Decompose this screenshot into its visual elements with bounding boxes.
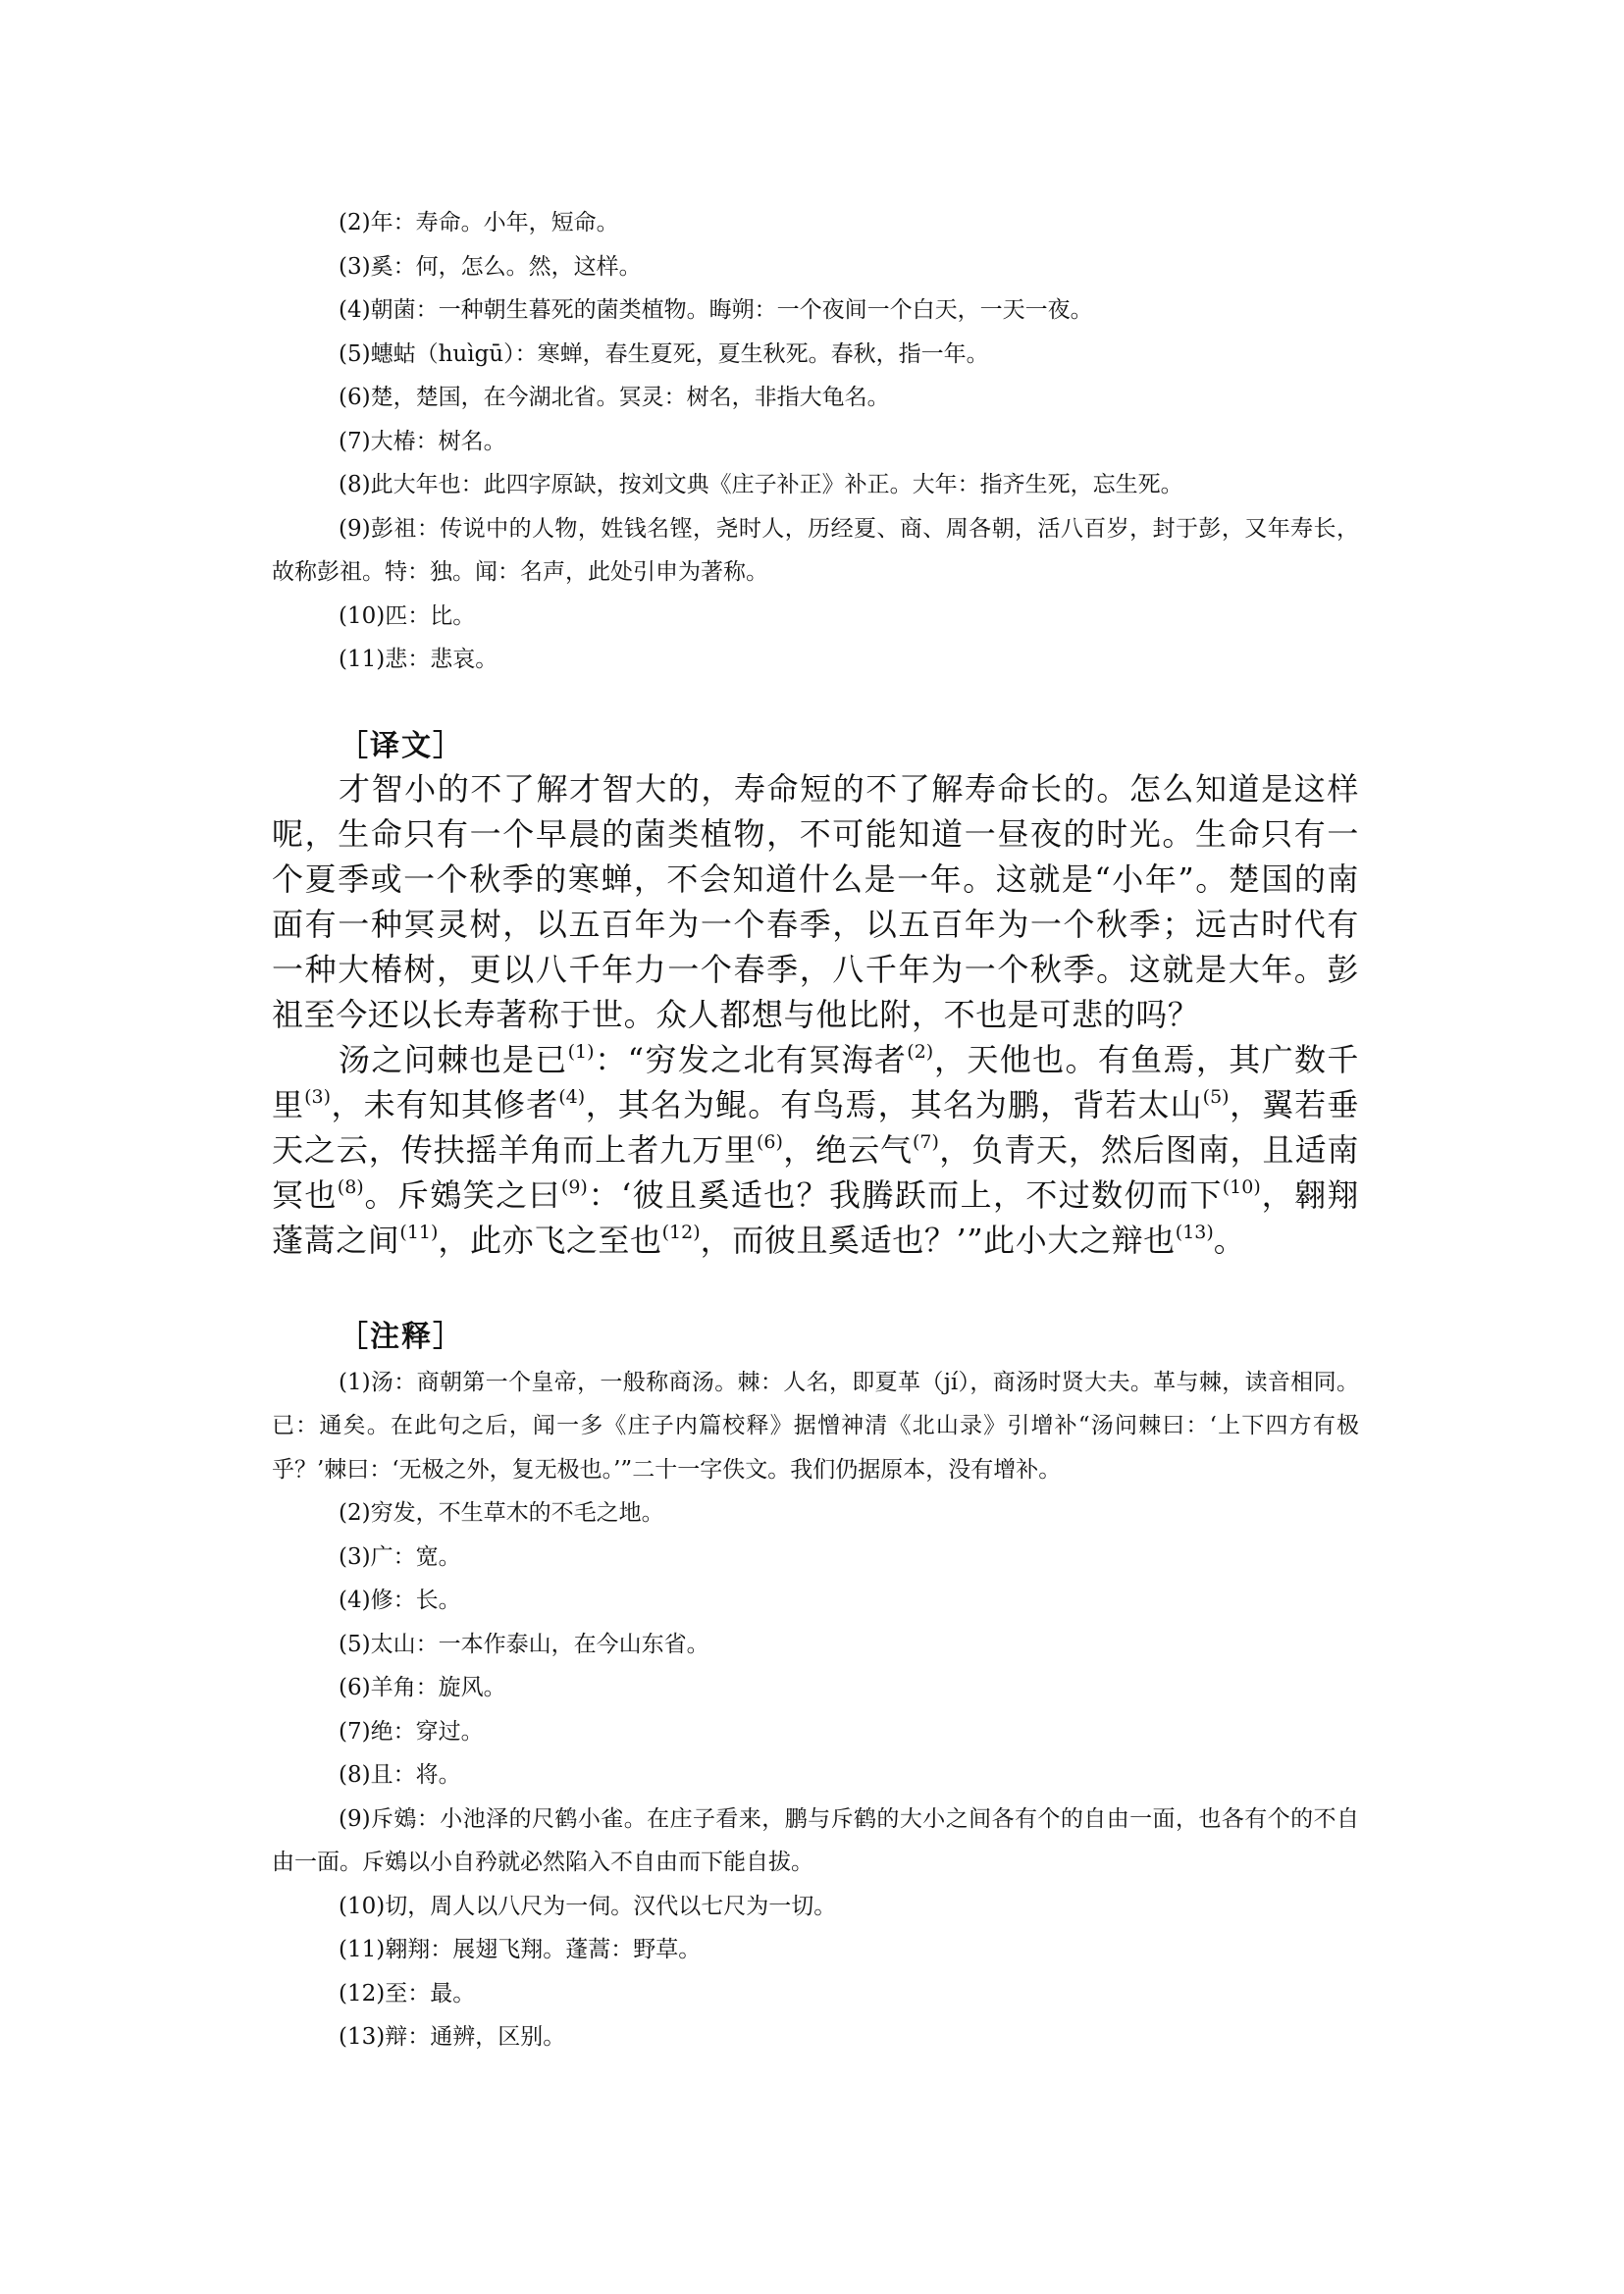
note-item: (7)大椿：树名。 bbox=[339, 428, 506, 454]
footnote-marker: (12) bbox=[661, 1221, 701, 1243]
note-item: (13)辩：通辨，区别。 bbox=[339, 2024, 566, 2050]
note-item: (6)羊角：旋风。 bbox=[339, 1675, 506, 1700]
original-text-segment: ，翱翔蓬蒿之间 bbox=[272, 1175, 1359, 1259]
original-text-segment: 汤之问棘也是已 bbox=[339, 1040, 568, 1078]
footnote-marker: (5) bbox=[1202, 1085, 1230, 1108]
note-item: (5)太山：一本作泰山，在今山东省。 bbox=[339, 1631, 709, 1657]
note-item: (6)楚，楚国，在今湖北省。冥灵：树名，非指大龟名。 bbox=[339, 385, 890, 410]
notes-heading: ［注释］ bbox=[339, 1319, 464, 1354]
original-text-segment: 。 bbox=[1213, 1221, 1246, 1259]
footnote-marker: (2) bbox=[907, 1040, 934, 1063]
original-text-segment: ，绝云气 bbox=[782, 1130, 913, 1169]
footnote-marker: (8) bbox=[337, 1175, 364, 1198]
note-item: (4)修：长。 bbox=[339, 1588, 461, 1613]
original-text-segment: 。斥鴳笑之曰 bbox=[363, 1175, 561, 1214]
original-text-segment: ，未有知其修者 bbox=[331, 1085, 559, 1123]
note-item: (2)年：寿命。小年，短命。 bbox=[339, 210, 619, 235]
notes-top-section bbox=[272, 201, 1359, 682]
footnote-marker: (7) bbox=[912, 1130, 939, 1153]
footnote-marker: (9) bbox=[560, 1175, 588, 1198]
note-item: (8)此大年也：此四字原缺，按刘文典《庄子补正》补正。大年：指齐生死，忘生死。 bbox=[339, 472, 1183, 497]
original-text-segment: ，天他也。有鱼焉，其广数千里 bbox=[272, 1040, 1359, 1123]
note-item: (7)绝：穿过。 bbox=[339, 1718, 484, 1745]
footnote-marker: (10) bbox=[1222, 1175, 1261, 1198]
note-item: (9)彭祖：传说中的人物，姓钱名铿，尧时人，历经夏、商、周各朝，活八百岁，封于彭，又年寿长，故称彭祖。特：独。闻：名声，此处引申为著称。 bbox=[272, 515, 1359, 585]
note-item: (5)蟪蛄（huìgū）：寒蝉，春生夏死，夏生秋死。春秋，指一年。 bbox=[339, 340, 989, 367]
note-item: (2)穷发，不生草木的不毛之地。 bbox=[339, 1500, 664, 1526]
note-item: (12)至：最。 bbox=[339, 1980, 476, 2007]
note-item: (9)斥鴳：小池泽的尺鹤小雀。在庄子看来，鹏与斥鹤的大小之间各有个的自由一面，也各有个的不自由一面。斥鴳以小自矜就必然陷入不自由而下能自拔。 bbox=[272, 1805, 1359, 1875]
original-text-segment: ，其名为鲲。有鸟焉，其名为鹏，背若太山 bbox=[585, 1085, 1203, 1123]
note-item: (8)且：将。 bbox=[339, 1762, 461, 1788]
note-item: (3)奚：何，怎么。然，这样。 bbox=[339, 253, 642, 280]
original-text-segment: ，而彼且奚适也？’”此小大之辩也 bbox=[700, 1221, 1176, 1259]
footnote-marker: (11) bbox=[399, 1221, 439, 1243]
translation-heading: ［译文］ bbox=[339, 728, 464, 763]
footnote-marker: (13) bbox=[1175, 1221, 1214, 1243]
note-item: (3)广：宽。 bbox=[339, 1543, 461, 1570]
original-text-segment: ，此亦飞之至也 bbox=[438, 1221, 662, 1259]
note-item: (10)切，周人以八尺为一伺。汉代以七尺为一切。 bbox=[339, 1893, 837, 1919]
note-item: (1)汤：商朝第一个皇帝，一般称商汤。棘：人名，即夏革（jí），商汤时贤大夫。革与棘，读音相同。已：通矣。在此句之后，闻一多《庄子内篇校释》据憎神清《北山录》引增补“汤问棘曰：‘上下四方有极乎？’棘曰：‘无极之外，复无极也。’”二十一字佚文。我们仍据原本，没有增补。 bbox=[272, 1369, 1359, 1483]
original-text-segment: ：‘彼且奚适也？我腾跃而上，不过数仞而下 bbox=[587, 1175, 1223, 1214]
note-item: (11)悲：悲哀。 bbox=[339, 647, 498, 672]
note-item: (10)匹：比。 bbox=[339, 602, 476, 629]
original-text-segment: ，翼若垂天之云，传扶摇羊角而上者九万里 bbox=[272, 1085, 1359, 1169]
original-text-paragraph bbox=[272, 1037, 1359, 1263]
original-text-segment: ：“穷发之北有冥海者 bbox=[594, 1040, 908, 1078]
footnote-marker: (3) bbox=[304, 1085, 332, 1108]
footnote-marker: (6) bbox=[756, 1130, 783, 1153]
notes-bottom-section bbox=[272, 1361, 1359, 2059]
footnote-marker: (4) bbox=[558, 1085, 586, 1108]
footnote-marker: (1) bbox=[567, 1040, 595, 1063]
translation-paragraph: 才智小的不了解才智大的，寿命短的不了解寿命长的。怎么知道是这样呢，生命只有一个早晨的菌类植物，不可能知道一昼夜的时光。生命只有一个夏季或一个秋季的寒蝉，不会知道什么是一年。这就是“小年”。楚国的南面有一种冥灵树，以五百年为一个春季，以五百年为一个秋季；远古时代有一种大椿树，更以八千年力一个春季，八千年为一个秋季。这就是大年。彭祖至今还以长寿著称于世。众人都想与他比附，不也是可悲的吗？ bbox=[272, 769, 1359, 1033]
document-page bbox=[272, 201, 1359, 2059]
original-text-segment: ，负青天，然后图南，且适南冥也 bbox=[272, 1130, 1359, 1214]
note-item: (11)翱翔：展翅飞翔。蓬蒿：野草。 bbox=[339, 1937, 702, 1962]
note-item: (4)朝菌：一种朝生暮死的菌类植物。晦朔：一个夜间一个白天，一天一夜。 bbox=[339, 297, 1093, 323]
